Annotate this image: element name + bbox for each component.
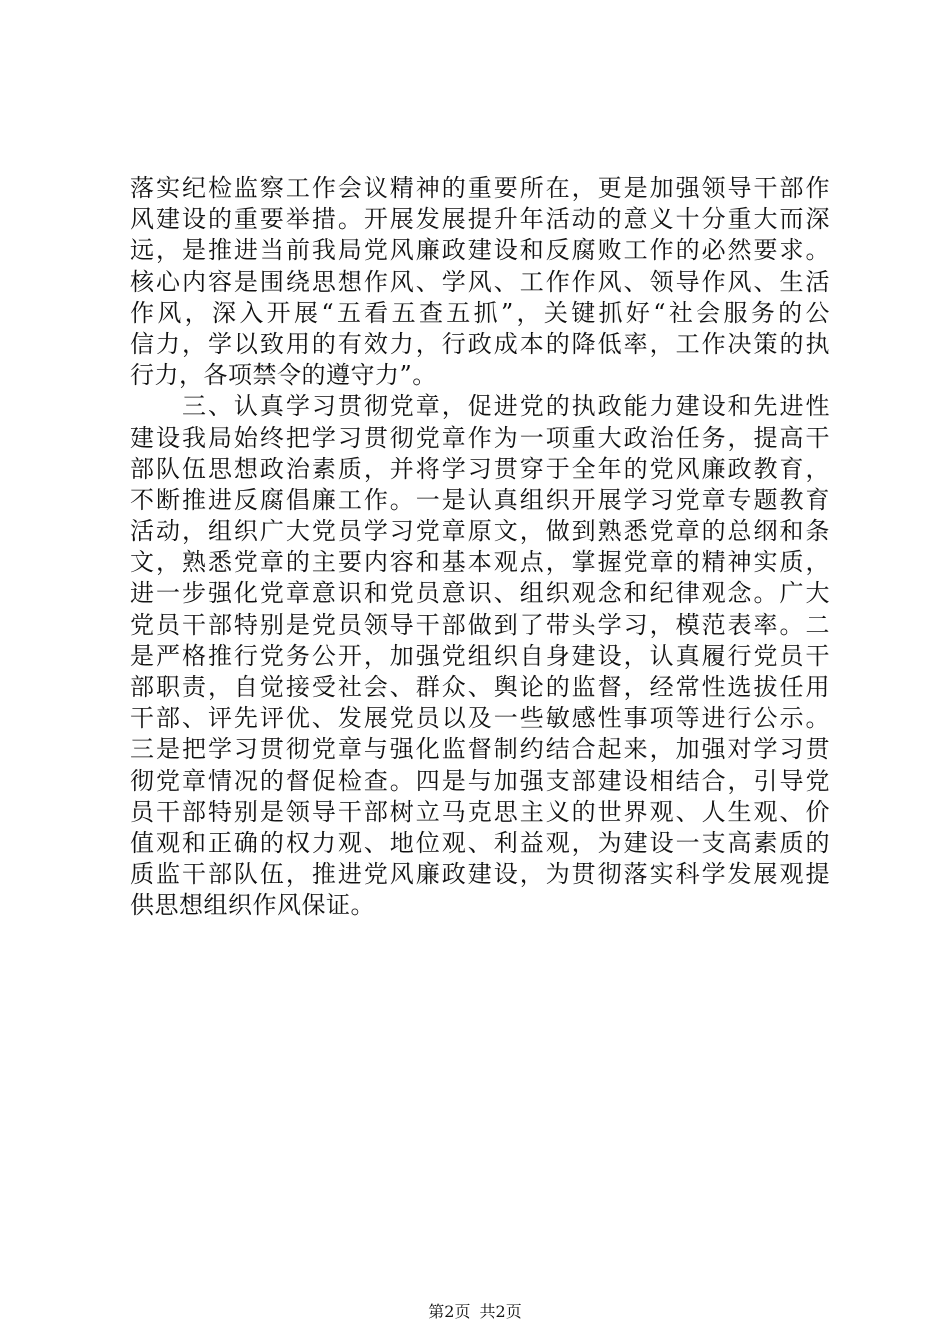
text-line: 彻党章情况的督促检查。四是与加强支部建设相结合，引导党 <box>130 766 830 795</box>
paragraph-2 <box>130 391 830 921</box>
text-line: 风建设的重要举措。开展发展提升年活动的意义十分重大而深 <box>130 205 830 234</box>
text-line: 文，熟悉党章的主要内容和基本观点，掌握党章的精神实质， <box>130 548 830 577</box>
text-line: 党员干部特别是党员领导干部做到了带头学习，模范表率。二 <box>130 610 830 639</box>
text-line: 值观和正确的权力观、地位观、利益观，为建设一支高素质的 <box>130 828 830 857</box>
text-line: 行力，各项禁令的遵守力”。 <box>130 361 437 390</box>
text-line: 部队伍思想政治素质，并将学习贯穿于全年的党风廉政教育， <box>130 454 830 483</box>
text-line: 活动，组织广大党员学习党章原文，做到熟悉党章的总纲和条 <box>130 517 830 546</box>
text-line: 信力，学以致用的有效力，行政成本的降低率，工作决策的执 <box>130 329 830 358</box>
document-body <box>130 173 830 922</box>
page-footer <box>0 1302 950 1322</box>
text-line: 远，是推进当前我局党风廉政建设和反腐败工作的必然要求。 <box>130 236 830 265</box>
text-line: 干部、评先评优、发展党员以及一些敏感性事项等进行公示。 <box>130 704 830 733</box>
text-line: 供思想组织作风保证。 <box>130 891 375 920</box>
text-line: 不断推进反腐倡廉工作。一是认真组织开展学习党章专题教育 <box>130 485 830 514</box>
page-total: 共2页 <box>479 1302 522 1321</box>
text-line: 三、认真学习贯彻党章，促进党的执政能力建设和先进性 <box>130 392 830 421</box>
text-line: 三是把学习贯彻党章与强化监督制约结合起来，加强对学习贯 <box>130 735 830 764</box>
paragraph-1 <box>130 173 830 391</box>
text-line: 进一步强化党章意识和党员意识、组织观念和纪律观念。广大 <box>130 579 830 608</box>
text-line: 建设我局始终把学习贯彻党章作为一项重大政治任务，提高干 <box>130 423 830 452</box>
text-line: 落实纪检监察工作会议精神的重要所在，更是加强领导干部作 <box>130 174 830 202</box>
text-line: 质监干部队伍，推进党风廉政建设，为贯彻落实科学发展观提 <box>130 860 830 889</box>
text-line: 员干部特别是领导干部树立马克思主义的世界观、人生观、价 <box>130 797 830 826</box>
page-number: 第2页 <box>428 1302 471 1321</box>
text-line: 部职责，自觉接受社会、群众、舆论的监督，经常性选拔任用 <box>130 673 830 701</box>
text-line: 作风，深入开展“五看五查五抓”，关键抓好“社会服务的公 <box>130 298 830 327</box>
text-line: 核心内容是围绕思想作风、学风、工作作风、领导作风、生活 <box>130 267 830 296</box>
text-line: 是严格推行党务公开，加强党组织自身建设，认真履行党员干 <box>130 641 830 670</box>
